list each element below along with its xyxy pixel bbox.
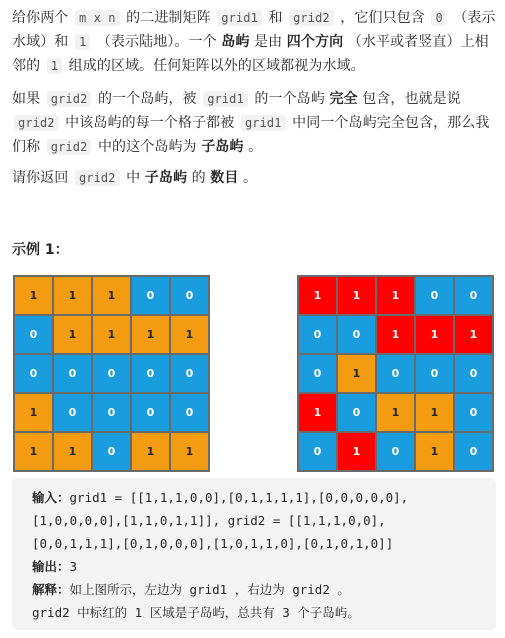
grid1-cell: 1 [92,276,131,315]
input-value: grid1 = [[1,1,1,0,0],[0,1,1,1,1],[0,0,0,0,0], [69,490,409,505]
explanation-text: 如上图所示，左边为 grid1 ，右边为 grid2 。 [69,582,350,597]
output-label: 输出： [32,559,70,574]
grid1-cell: 0 [131,276,170,315]
grid1-cell: 0 [92,393,131,432]
grid2-cell: 0 [298,432,337,471]
grid1-cell: 1 [131,432,170,471]
grid2-cell: 0 [376,354,415,393]
grid2-cell: 1 [376,393,415,432]
inline-code: grid2 [47,139,92,155]
explanation-line-1 [32,578,476,601]
example-code-block [12,478,496,630]
grid2-cell: 0 [298,354,337,393]
text: 组成的区域。任何矩阵以外的区域都视为水域。 [64,58,365,74]
bold-text: 数目 [210,170,239,186]
inline-code: m x n [75,10,120,26]
grid2-cell: 1 [298,276,337,315]
grid1-cell: 1 [14,393,53,432]
grid1-cell: 1 [131,315,170,354]
grid1-cell: 0 [170,276,209,315]
output-value: 3 [69,559,78,574]
grid2-cell: 1 [298,393,337,432]
text: 中该岛屿的每一个格子都被 [60,115,239,131]
inline-code: grid2 [14,115,59,131]
inline-code: grid2 [47,91,92,107]
grid1-figure [13,275,210,472]
text: 请你返回 [12,170,73,186]
grid1-cell: 0 [14,315,53,354]
inline-code: 1 [47,58,62,74]
text: 包含，也就是说 [357,91,461,107]
inline-code: grid2 [75,170,120,186]
grid1-cell: 1 [14,432,53,471]
grid2-cell: 0 [454,276,493,315]
text: 中同一个岛屿完全包含，那么我们称 [12,115,490,155]
output-line [32,555,476,578]
paragraph-definition [12,6,496,78]
text: 中的这个岛屿为 [93,139,202,155]
grid1-cell: 1 [14,276,53,315]
explanation-label: 解释： [32,582,70,597]
grid2-cell: 0 [415,354,454,393]
grid1-cell: 0 [131,354,170,393]
grid1-cell: 1 [53,276,92,315]
grid1-cell: 0 [53,354,92,393]
text: 的一个岛屿，被 [93,91,202,107]
grid1-cell: 1 [53,432,92,471]
text: 的二进制矩阵 [121,10,216,26]
text: 给你两个 [12,10,73,26]
inline-code: grid2 [289,10,334,26]
text: （表示陆地）。一个 [92,34,222,50]
grid2-cell: 1 [454,315,493,354]
inline-code: grid1 [217,10,262,26]
grid1-cell: 1 [170,432,209,471]
grid2-cell: 1 [415,315,454,354]
grid1-cell: 0 [53,393,92,432]
inline-code: grid1 [203,91,248,107]
grid2-cell: 0 [454,393,493,432]
grid1-cell: 0 [170,393,209,432]
input-line-1 [32,486,476,509]
input-line-3: [0,0,1,1,1],[0,1,0,0,0],[1,0,1,1,0],[0,1,0,1,0]] [32,536,394,551]
bold-text: 子岛屿 [201,139,244,155]
grid2-cell: 1 [415,393,454,432]
text: 和 [263,10,288,26]
bold-text: 子岛屿 [144,170,188,186]
text: 如果 [12,91,45,107]
grid2-cell: 0 [337,315,376,354]
grid2-cell: 0 [454,432,493,471]
input-label: 输入： [32,490,70,505]
inline-code: 0 [431,10,446,26]
grid2-cell: 0 [376,432,415,471]
grid2-cell: 1 [376,276,415,315]
paragraph-sub-island [12,87,496,159]
text: （表示水域）和 [12,10,496,50]
input-line-2: [1,0,0,0,0],[1,1,0,1,1]], grid2 = [[1,1,1,0,0], [32,513,386,528]
grid2-cell: 0 [415,276,454,315]
grid2-cell: 1 [337,432,376,471]
bold-text: 岛屿 [221,34,250,50]
explanation-line-2: grid2 中标红的 1 区域是子岛屿，总共有 3 个子岛屿。 [32,605,360,620]
grid2-figure [297,275,494,472]
grid1-cell: 1 [170,315,209,354]
text: 。 [243,139,263,155]
grid2-cell: 1 [376,315,415,354]
grid2-cell: 1 [415,432,454,471]
grid1-cell: 0 [14,354,53,393]
text: 是由 [249,34,287,50]
paragraph-return [12,166,496,190]
bold-text: 完全 [329,91,358,107]
grid2-cell: 0 [298,315,337,354]
inline-code: 1 [75,34,90,50]
text: （水平或者竖直）上相邻的 [12,34,489,74]
grid2-cell: 0 [454,354,493,393]
grid1-cell: 1 [92,315,131,354]
bold-text: 四个方向 [286,34,344,50]
grid1-cell: 0 [92,354,131,393]
grid1-cell: 1 [53,315,92,354]
inline-code: grid1 [241,115,286,131]
grid1-cell: 0 [92,432,131,471]
grid2-cell: 1 [337,354,376,393]
text: 的一个岛屿 [249,91,330,107]
grid2-cell: 0 [337,393,376,432]
text: 。 [238,170,258,186]
grid1-cell: 0 [170,354,209,393]
grid2-cell: 1 [337,276,376,315]
text: 中 [121,170,145,186]
text: 的 [187,170,211,186]
grid1-cell: 0 [131,393,170,432]
text: ，它们只包含 [335,10,430,26]
example-title: 示例 1： [12,242,69,258]
